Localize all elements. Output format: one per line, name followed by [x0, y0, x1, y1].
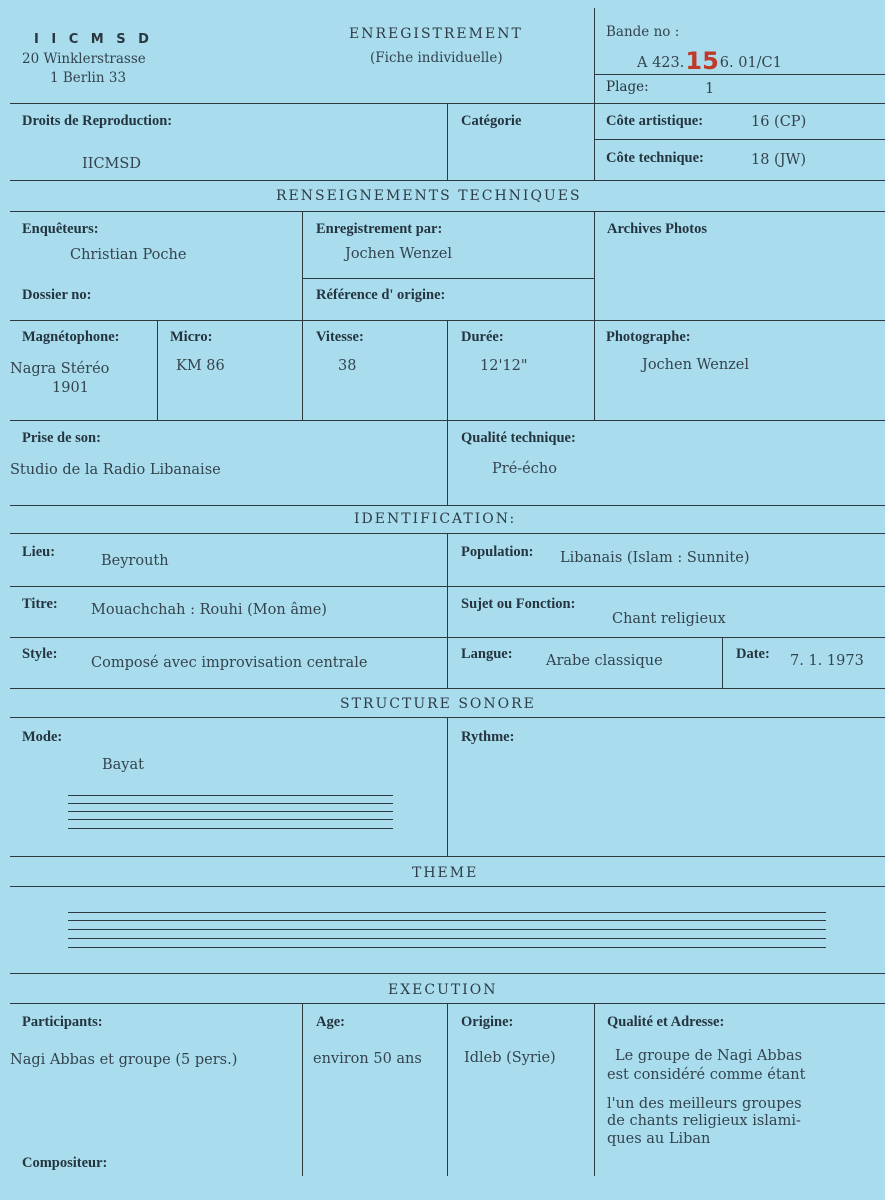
- photographer-value: Jochen Wenzel: [642, 357, 750, 373]
- population-label: Population:: [461, 544, 534, 560]
- technical-rating-label: Côte technique:: [606, 150, 704, 166]
- origin-value: Idleb (Syrie): [464, 1050, 556, 1066]
- investigators-value: Christian Poche: [70, 247, 187, 263]
- title-value: Mouachchah : Rouhi (Mon âme): [91, 602, 327, 618]
- tape-prefix: A 423.: [637, 55, 685, 71]
- duration-label: Durée:: [461, 329, 504, 345]
- date-value: 7. 1. 1973: [790, 653, 864, 669]
- recorded-by-value: Jochen Wenzel: [345, 246, 453, 262]
- participants-value: Nagi Abbas et groupe (5 pers.): [10, 1052, 238, 1068]
- rights-label: Droits de Reproduction:: [22, 113, 173, 129]
- recorder-value-2: 1901: [52, 380, 89, 396]
- section-structure-title: STRUCTURE SONORE: [340, 696, 536, 712]
- language-value: Arabe classique: [546, 653, 663, 669]
- population-value: Libanais (Islam : Sunnite): [560, 550, 750, 566]
- participants-label: Participants:: [22, 1014, 103, 1030]
- age-label: Age:: [316, 1014, 345, 1030]
- section-technical-title: RENSEIGNEMENTS TECHNIQUES: [276, 188, 582, 204]
- quality-address-line: est considéré comme étant: [607, 1067, 806, 1083]
- investigators-label: Enquêteurs:: [22, 221, 99, 237]
- form-subtitle: (Fiche individuelle): [370, 50, 503, 66]
- quality-address-line: ques au Liban: [607, 1131, 711, 1147]
- title-label: Titre:: [22, 596, 58, 612]
- style-value: Composé avec improvisation centrale: [91, 655, 368, 671]
- language-label: Langue:: [461, 646, 513, 662]
- tape-label: Bande no :: [606, 24, 680, 40]
- org-city: 1 Berlin 33: [50, 70, 127, 86]
- mode-label: Mode:: [22, 729, 63, 745]
- mic-value: KM 86: [176, 358, 225, 374]
- style-label: Style:: [22, 646, 58, 662]
- speed-value: 38: [338, 358, 357, 374]
- sound-capture-value: Studio de la Radio Libanaise: [10, 462, 221, 478]
- original-ref-label: Référence d' origine:: [316, 287, 446, 303]
- quality-address-label: Qualité et Adresse:: [607, 1014, 725, 1030]
- file-no-label: Dossier no:: [22, 287, 92, 303]
- photo-archives-label: Archives Photos: [607, 221, 708, 237]
- photographer-label: Photographe:: [606, 329, 691, 345]
- tech-quality-label: Qualité technique:: [461, 430, 576, 446]
- tech-quality-value: Pré-écho: [492, 461, 557, 477]
- date-label: Date:: [736, 646, 770, 662]
- technical-rating-value: 18 (JW): [751, 152, 807, 168]
- duration-value: 12'12": [480, 358, 528, 374]
- tape-handwritten: 15: [685, 47, 719, 75]
- recorded-by-label: Enregistrement par:: [316, 221, 443, 237]
- tape-suffix: 6. 01/C1: [719, 55, 782, 71]
- mic-label: Micro:: [170, 329, 213, 345]
- quality-address-line: Le groupe de Nagi Abbas: [615, 1048, 803, 1064]
- place-label: Lieu:: [22, 544, 56, 560]
- speed-label: Vitesse:: [316, 329, 364, 345]
- form-title: ENREGISTREMENT: [349, 26, 523, 42]
- origin-label: Origine:: [461, 1014, 514, 1030]
- recorder-label: Magnétophone:: [22, 329, 120, 345]
- subject-label: Sujet ou Fonction:: [461, 596, 576, 612]
- category-label: Catégorie: [461, 113, 522, 129]
- org-name: I I C M S D: [34, 32, 153, 47]
- tape-number: [637, 47, 782, 75]
- quality-address-line: de chants religieux islami-: [607, 1113, 801, 1129]
- track-value: 1: [705, 81, 715, 97]
- org-street: 20 Winklerstrasse: [22, 51, 146, 67]
- age-value: environ 50 ans: [313, 1051, 422, 1067]
- artistic-rating-value: 16 (CP): [751, 114, 807, 130]
- artistic-rating-label: Côte artistique:: [606, 113, 704, 129]
- mode-value: Bayat: [102, 757, 144, 773]
- quality-address-line: l'un des meilleurs groupes: [607, 1096, 802, 1112]
- section-execution-title: EXECUTION: [388, 982, 498, 998]
- place-value: Beyrouth: [101, 553, 169, 569]
- track-label: Plage:: [606, 79, 649, 95]
- subject-value: Chant religieux: [612, 611, 726, 627]
- sound-capture-label: Prise de son:: [22, 430, 101, 446]
- rhythm-label: Rythme:: [461, 729, 515, 745]
- recorder-value-1: Nagra Stéréo: [10, 361, 110, 377]
- section-identification-title: IDENTIFICATION:: [354, 511, 517, 527]
- composer-label: Compositeur:: [22, 1155, 108, 1171]
- section-theme-title: THEME: [412, 865, 479, 881]
- rights-value: IICMSD: [82, 156, 141, 172]
